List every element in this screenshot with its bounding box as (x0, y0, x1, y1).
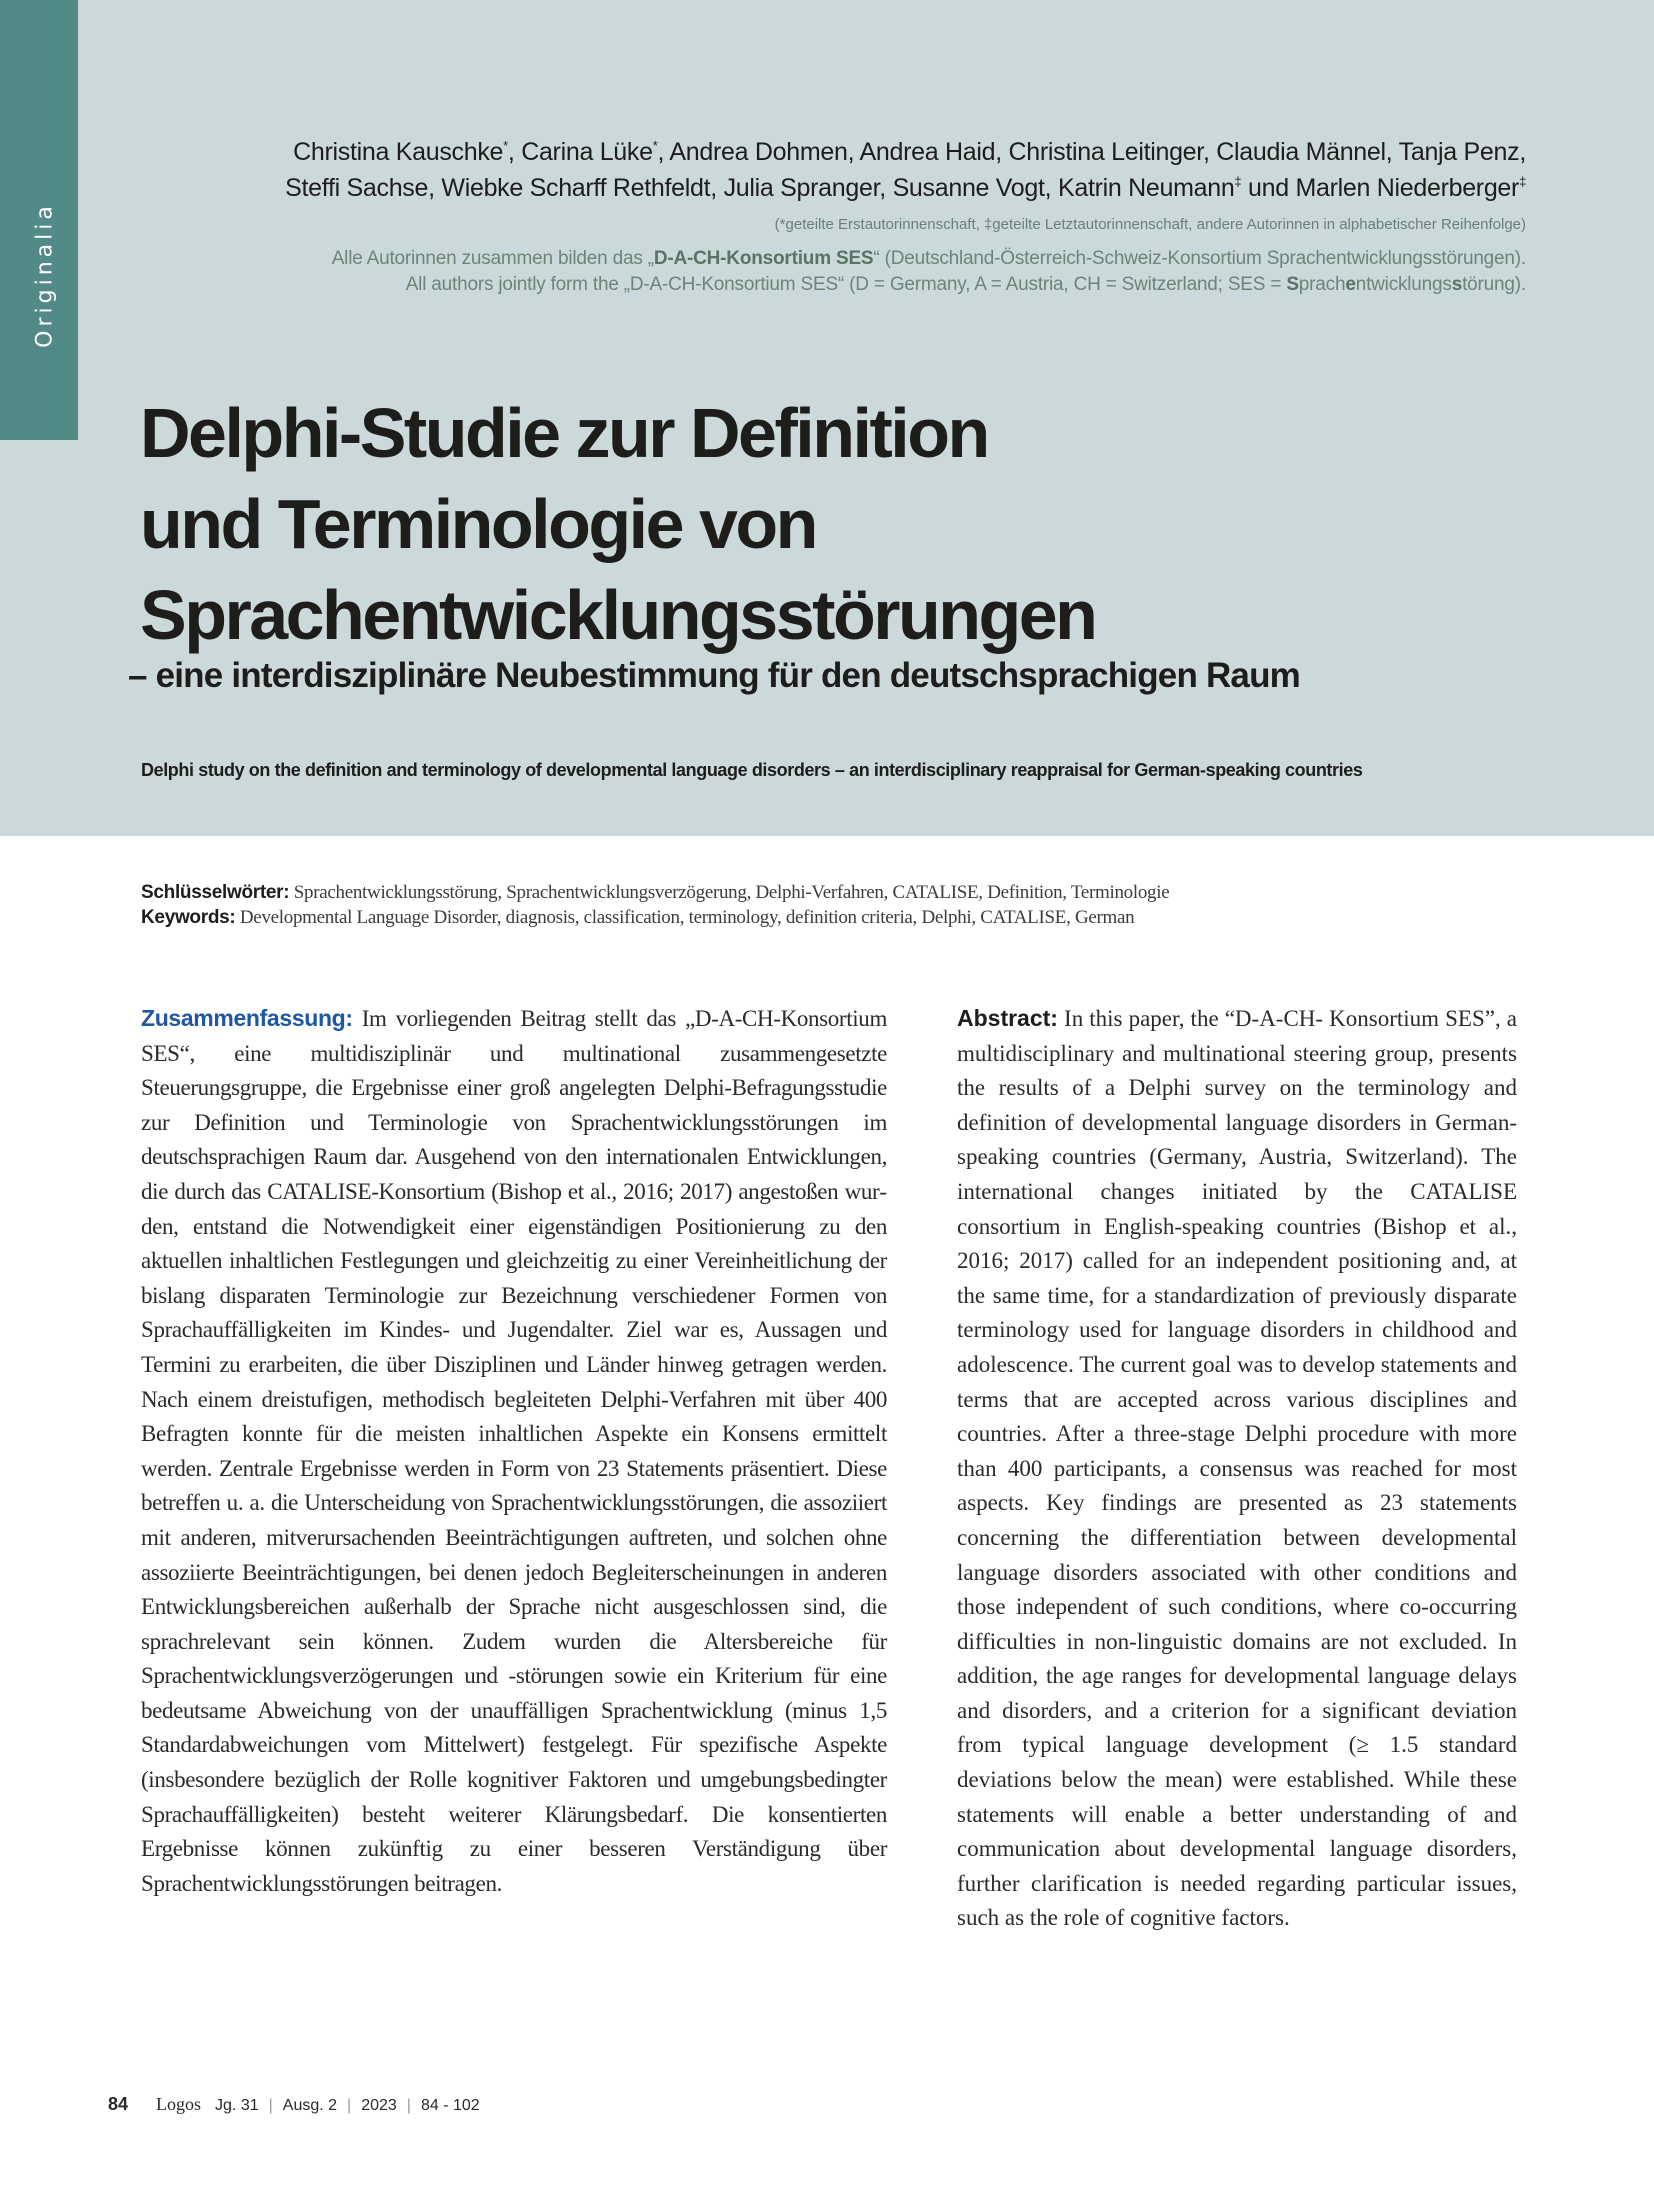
consortium-name: D-A-CH-Konsortium SES (653, 248, 874, 269)
author-name: Katrin Neumann (1057, 174, 1235, 202)
keywords-de-label: Schlüsselwörter: (141, 882, 290, 903)
footer-separator: | (347, 2097, 352, 2114)
acronym-letter: s (1451, 274, 1463, 295)
title-line: Sprachentwicklungsstörungen (140, 576, 1096, 654)
section-tab-label: Originalia (32, 202, 58, 348)
author-name: Wiebke Scharff Rethfeldt (441, 174, 711, 202)
consortium-statement (332, 246, 1526, 298)
abstract-english-text: In this paper, the “D-A-CH- Konsortium SES”, a multidisciplinary and multinational steering group, presents the results of a Delphi survey on the terminology and definition of developmental language disorders in German-speaking countries (Germany, Austria, Switzerland). The international changes initiated by the CATALISE consortium in English-speaking countries (Bishop et al., 2016; 2017) called for an independent positioning and, at the same time, for a standardization of previously disparate terminology used for language disorders in childhood and adolescence. The current goal was to develop statements and terms that are accepted across various disciplines and countries. After a three-stage Delphi procedure with more than 400 participants, a consensus was reached for most aspects. Key findings are presented as 23 statements concerning the differentiation between developmental language disorders associated with other conditions and those independent of such conditions, where co-occurring difficulties in non-linguistic domains are not excluded. In addition, the age ranges for developmental language delays and disorders, and a criterion for a significant deviation from typical language development (≥ 1.5 standard deviations below the mean) were established. While these statements will enable a better understanding of and communication about developmental language disorders, further clarification is needed regarding particular issues, such as the role of cognitive factors. (957, 1006, 1517, 1931)
journal-pages: 84 - 102 (420, 2097, 480, 2114)
consortium-statement-en: All authors jointly form the „D-A-CH-Konsortium SES“ (D = Germany, A = Austria, CH = Switzerland; SES = Sprachentwicklungsstörung). (405, 274, 1526, 295)
author-footnote-mark: ‡ (1519, 174, 1526, 189)
author-name: Andrea Dohmen (669, 138, 848, 166)
keywords-en-label: Keywords: (141, 907, 236, 928)
acronym-text: törung (1462, 274, 1515, 295)
authors-note: (*geteilte Erstautorinnenschaft, ‡geteilte Letztautorinnenschaft, andere Autorinnen in alphabetischer Reihenfolge) (774, 216, 1526, 233)
author-name: Steffi Sachse (285, 174, 429, 202)
english-title: Delphi study on the definition and terminology of developmental language disorders – an interdisciplinary reappraisal for German-speaking countries (141, 760, 1363, 780)
article-subtitle: – eine interdisziplinäre Neubestimmung für den deutschsprachigen Raum (128, 656, 1300, 695)
page-footer (108, 2094, 480, 2115)
author-name: Julia Spranger (723, 174, 880, 202)
author-name: Tanja Penz (1398, 138, 1520, 166)
acronym-letter: e (1345, 274, 1356, 295)
author-name: Christina Kauschke (293, 138, 504, 166)
journal-issue: Ausg. 2 (282, 2097, 338, 2114)
acronym-text: prach (1298, 274, 1346, 295)
author-name: Carina Lüke (521, 138, 653, 166)
journal-year: 2023 (361, 2097, 397, 2114)
author-footnote-mark: ‡ (1234, 174, 1242, 189)
abstract-german (141, 1001, 887, 1901)
abstract-german-text: Im vorliegenden Beitrag stellt das „D-A-CH-Konsortium SES“, eine multidisziplinär und multinational zusammengesetzte Steuerungsgruppe, die Ergebnisse einer groß angelegten Delphi-Befragungsstudie zur Definition und Terminologie von Sprachentwicklungsstörungen im deutschsprachigen Raum dar. Ausgehend von den internationalen Entwicklungen, die durch das CATALISE-Konsortium (Bishop et al., 2016; 2017) angestoßen wurden, entstand die Notwendigkeit einer eigenständigen Positionierung zu den aktuellen inhaltlichen Festlegungen und gleichzeitig zu einer Vereinheitlichung der bislang disparaten Terminologie zur Bezeichnung verschiedener Formen von Sprachauffälligkeiten im Kindes- und Jugendalter. Ziel war es, Aussagen und Termini zu erarbeiten, die über Disziplinen und Länder hinweg getragen werden. Nach einem dreistufigen, methodisch begleiteten Delphi-Verfahren mit über 400 Befragten konnte für die meisten inhaltlichen Aspekte ein Konsens ermittelt werden. Zentrale Ergebnisse werden in Form von 23 Statements präsentiert. Diese betreffen u. a. die Unterscheidung von Sprachentwicklungsstörungen, die assoziiert mit anderen, mitverursachenden Beeinträchtigungen auftreten, und solchen ohne assoziierte Beeinträchtigungen, bei denen jedoch Begleiterscheinungen in anderen Entwicklungsbereichen außerhalb der Sprache nicht ausgeschlossen sind, die sprachrelevant sein können. Zudem wurden die Altersbereiche für Sprachentwicklungsverzögerungen und -störungen sowie ein Kriterium für eine bedeutsame Abweichung von der unauffälligen Sprachentwicklung (minus 1,5 Standardabweichungen vom Mittelwert) festgelegt. Für spezifische Aspekte (insbesondere bezüglich der Rolle kognitiver Faktoren und umgebungsbedingter Sprachauffälligkeiten) besteht weiterer Klärungsbedarf. Die konsentierten Ergebnisse können zukünftig zu einer besseren Verständigung über Sprachentwicklungsstörungen beitragen. (141, 1006, 887, 1896)
author-footnote-mark: * (503, 138, 508, 153)
journal-volume: Jg. 31 (215, 2097, 259, 2114)
abstract-english (957, 1001, 1517, 1936)
acronym-letter: S (1286, 274, 1299, 295)
abstract-english-label: Abstract: (957, 1005, 1058, 1031)
keywords-de: Schlüsselwörter: Sprachentwicklungsstörung, Sprachentwicklungsverzögerung, Delphi-Verfahren, CATALISE, Definition, Terminologie (141, 882, 1170, 903)
keywords-block (141, 880, 1169, 930)
consortium-statement-de: Alle Autorinnen zusammen bilden das „D-A-CH-Konsortium SES“ (Deutschland-Österreich-Schweiz-Konsortium Sprachentwicklungsstörungen). (331, 248, 1526, 269)
author-name: Claudia Männel (1216, 138, 1386, 166)
page-number: 84 (108, 2094, 129, 2114)
footer-separator: | (268, 2097, 273, 2114)
author-name: Susanne Vogt (892, 174, 1045, 202)
keywords-en: Keywords: Developmental Language Disorder, diagnosis, classification, terminology, definition criteria, Delphi, CATALISE, German (141, 907, 1135, 928)
author-name: Andrea Haid (859, 138, 996, 166)
section-tab (0, 0, 78, 440)
article-title (140, 388, 1095, 661)
footer-separator: | (406, 2097, 411, 2114)
author-list: Christina Kauschke*, Carina Lüke*, Andrea Dohmen, Andrea Haid, Christina Leitinger, Claudia Männel, Tanja Penz, Steffi Sachse, Wiebke Scharff Rethfeldt, Julia Spranger, Susanne Vogt, Katrin Neumann‡ und Marlen Niederberger‡ (285, 138, 1526, 202)
author-footnote-mark: * (652, 138, 658, 153)
journal-name: Logos (156, 2094, 202, 2114)
abstract-german-label: Zusammenfassung: (141, 1005, 353, 1031)
title-line: und Terminologie von (140, 485, 816, 563)
ses-acronym-expansion (1286, 274, 1514, 295)
acronym-text: ntwicklungs (1355, 274, 1452, 295)
author-name: Marlen Niederberger (1295, 174, 1520, 202)
title-line: Delphi-Studie zur Definition (140, 394, 988, 472)
author-name: Christina Leitinger (1008, 138, 1203, 166)
